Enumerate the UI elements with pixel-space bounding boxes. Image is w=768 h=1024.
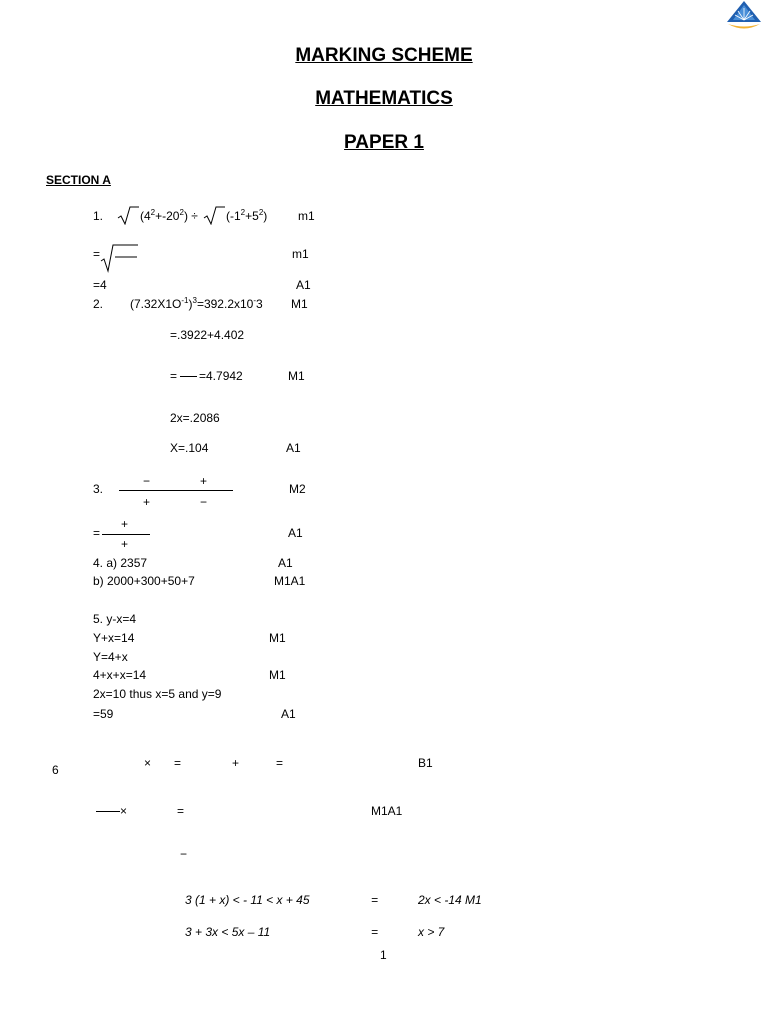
q7-line-b-right: x > 7 xyxy=(418,925,445,939)
sqrt-sign-icon xyxy=(117,205,139,225)
q6-equals-2: = xyxy=(276,756,284,770)
q6-times-2: × xyxy=(120,804,128,818)
q3-plus-bottom-2: + xyxy=(121,537,129,551)
q1-answer: =4 xyxy=(93,278,107,292)
q6-times: × xyxy=(144,756,152,770)
q7-line-a-right: 2x < -14 M1 xyxy=(418,893,482,907)
q2-line-2: =.3922+4.402 xyxy=(170,328,245,342)
q6-minus: − xyxy=(180,847,188,861)
q6-equals-1: = xyxy=(174,756,182,770)
q4-mark-1: A1 xyxy=(278,556,293,570)
q3-minus-top: − xyxy=(143,474,151,488)
q5-line-1: 5. y-x=4 xyxy=(93,612,137,626)
q2-mark-3: M1 xyxy=(288,369,305,383)
q5-line-2: Y+x=14 xyxy=(93,631,135,645)
sqrt-sign-icon xyxy=(203,205,225,225)
q3-plus-bottom: + xyxy=(143,495,151,509)
paper-heading: PAPER 1 xyxy=(344,132,424,153)
subject-heading: MATHEMATICS xyxy=(315,88,453,109)
q5-line-6: =59 xyxy=(93,707,114,721)
q1-expression-left: $(4^2+-20^2)$ ÷ xyxy=(140,208,198,223)
document-title: MARKING SCHEME xyxy=(295,45,473,66)
q3-mark-1: M2 xyxy=(289,482,306,496)
q7-line-b-equals: = xyxy=(371,925,379,939)
q1-number: 1. xyxy=(93,209,104,223)
q3-minus-bottom: − xyxy=(200,495,208,509)
q5-line-4: 4+x+x=14 xyxy=(93,668,147,682)
q3-mark-2: A1 xyxy=(288,526,303,540)
q4-mark-2: M1A1 xyxy=(274,574,306,588)
q3-number: 3. xyxy=(93,482,104,496)
q2-expression: $(7.32X1O^{-1})^3=392.2x10^-3$ xyxy=(130,296,263,311)
fraction-bar xyxy=(102,534,150,535)
q2-line-5: X=.104 xyxy=(170,441,209,455)
fraction-bar xyxy=(180,376,197,377)
q5-mark-2: M1 xyxy=(269,631,286,645)
q5-mark-6: A1 xyxy=(281,707,296,721)
q5-mark-4: M1 xyxy=(269,668,286,682)
q7-line-a-left: 3 (1 + x) < - 11 < x + 45 xyxy=(185,893,310,907)
q6-mark-2: M1A1 xyxy=(371,804,403,818)
q4-line-2: b) 2000+300+50+7 xyxy=(93,574,195,588)
q1-mark-3: A1 xyxy=(296,278,311,292)
fraction-bar xyxy=(96,811,120,812)
publisher-logo xyxy=(724,0,764,34)
q2-number: 2. xyxy=(93,297,104,311)
q6-plus: + xyxy=(232,756,240,770)
q7-line-a-equals: = xyxy=(371,893,379,907)
q1-mark-1: m1 xyxy=(298,209,315,223)
q3-plus-top: + xyxy=(200,474,208,488)
q1-mark-2: m1 xyxy=(292,247,309,261)
q2-mark-1: M1 xyxy=(291,297,308,311)
q2-mark-5: A1 xyxy=(286,441,301,455)
page-number: 1 xyxy=(380,948,387,962)
q6-mark-1: B1 xyxy=(418,756,433,770)
q6-equals-3: = xyxy=(177,804,185,818)
q5-line-5: 2x=10 thus x=5 and y=9 xyxy=(93,687,222,701)
q4-line-1: 4. a) 2357 xyxy=(93,556,148,570)
q2-line-3-prefix: = xyxy=(170,369,178,383)
q1-expression-right: $(-1^2+5^2)$ xyxy=(226,208,268,223)
section-heading: SECTION A xyxy=(46,173,111,187)
fraction-bar xyxy=(119,490,233,491)
q5-line-3: Y=4+x xyxy=(93,650,128,664)
q3-plus-top-2: + xyxy=(121,517,129,531)
q7-line-b-left: 3 + 3x < 5x – 11 xyxy=(185,925,271,939)
sqrt-sign-icon xyxy=(100,243,140,273)
q1-line2-prefix: = xyxy=(93,247,101,261)
q3-line2-prefix: = xyxy=(93,526,101,540)
q2-line-3: =4.7942 xyxy=(199,369,243,383)
q2-line-4: 2x=.2086 xyxy=(170,411,220,425)
q6-number: 6 xyxy=(52,763,59,777)
